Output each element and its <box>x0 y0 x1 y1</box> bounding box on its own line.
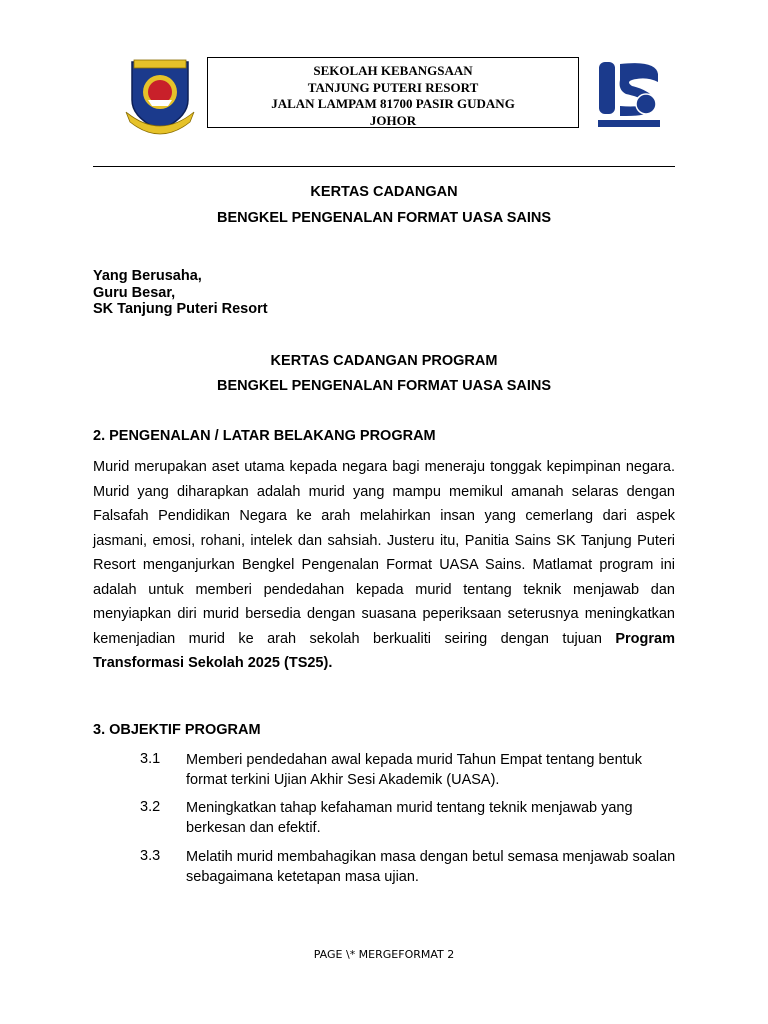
objective-number: 3.3 <box>140 848 161 864</box>
program-title: KERTAS CADANGAN PROGRAM <box>270 353 498 369</box>
address-line-2: Guru Besar, <box>93 284 176 301</box>
program-subtitle: BENGKEL PENGENALAN FORMAT UASA SAINS <box>216 378 552 394</box>
school-name-box <box>207 57 579 128</box>
address-line-3: SK Tanjung Puteri Resort <box>93 301 268 317</box>
section-3-heading: 3. OBJEKTIF PROGRAM <box>93 722 261 738</box>
document-title: KERTAS CADANGAN <box>310 184 458 200</box>
objective-number: 3.1 <box>140 751 161 767</box>
section-2-heading: 2. PENGENALAN / LATAR BELAKANG PROGRAM <box>93 428 436 444</box>
header-divider <box>93 166 675 167</box>
objective-number: 3.2 <box>140 799 161 815</box>
objective-text: Meningkatkan tahap kefahaman murid tentang teknik menjawab yang berkesan dan efektif. <box>186 800 633 836</box>
school-line-4: JOHOR <box>369 112 417 128</box>
section-2-paragraph <box>93 455 675 676</box>
school-line-1: SEKOLAH KEBANGSAAN <box>313 63 473 78</box>
paragraph-emphasis: Program Transformasi Sekolah 2025 (TS25). <box>93 630 675 671</box>
page-footer: PAGE \* MERGEFORMAT 2 <box>313 948 455 961</box>
school-line-3: JALAN LAMPAM 81700 PASIR GUDANG <box>271 96 515 111</box>
document-subtitle: BENGKEL PENGENALAN FORMAT UASA SAINS <box>216 210 552 226</box>
school-crest-logo <box>124 56 196 136</box>
paragraph-text: Murid merupakan aset utama kepada negara bagi meneraju tonggak kepimpinan negara. Murid yang diharapkan adalah murid yang mampu memikul amanah selaras dengan Falsafah Pendidikan Negara ke arah melahirkan insan yang cemerlang dari aspek jasmani, emosi, rohani, intelek dan sahsiah. Justeru itu, Panitia Sains SK Tanjung Puteri Resort menganjurkan Bengkel Pengenalan Format UASA Sains. Matlamat program ini adalah untuk memberi pendedahan kepada murid tentang teknik menjawab dan menyiapkan diri murid bersedia dengan suasana peperiksaan seterusnya meningkatkan kemenjadian murid ke arah sekolah berkualiti seiring dengan tujuan <box>93 459 675 647</box>
ts25-logo <box>596 58 662 130</box>
recipient-address <box>93 268 268 318</box>
objective-text: Memberi pendedahan awal kepada murid Tahun Empat tentang bentuk format terkini Ujian Akhir Sesi Akademik (UASA). <box>186 752 642 788</box>
objective-text: Melatih murid membahagikan masa dengan betul semasa menjawab soalan sebagaimana ketetapan masa ujian. <box>186 849 676 885</box>
school-line-2: TANJUNG PUTERI RESORT <box>307 79 479 95</box>
address-line-1: Yang Berusaha, <box>93 268 202 284</box>
